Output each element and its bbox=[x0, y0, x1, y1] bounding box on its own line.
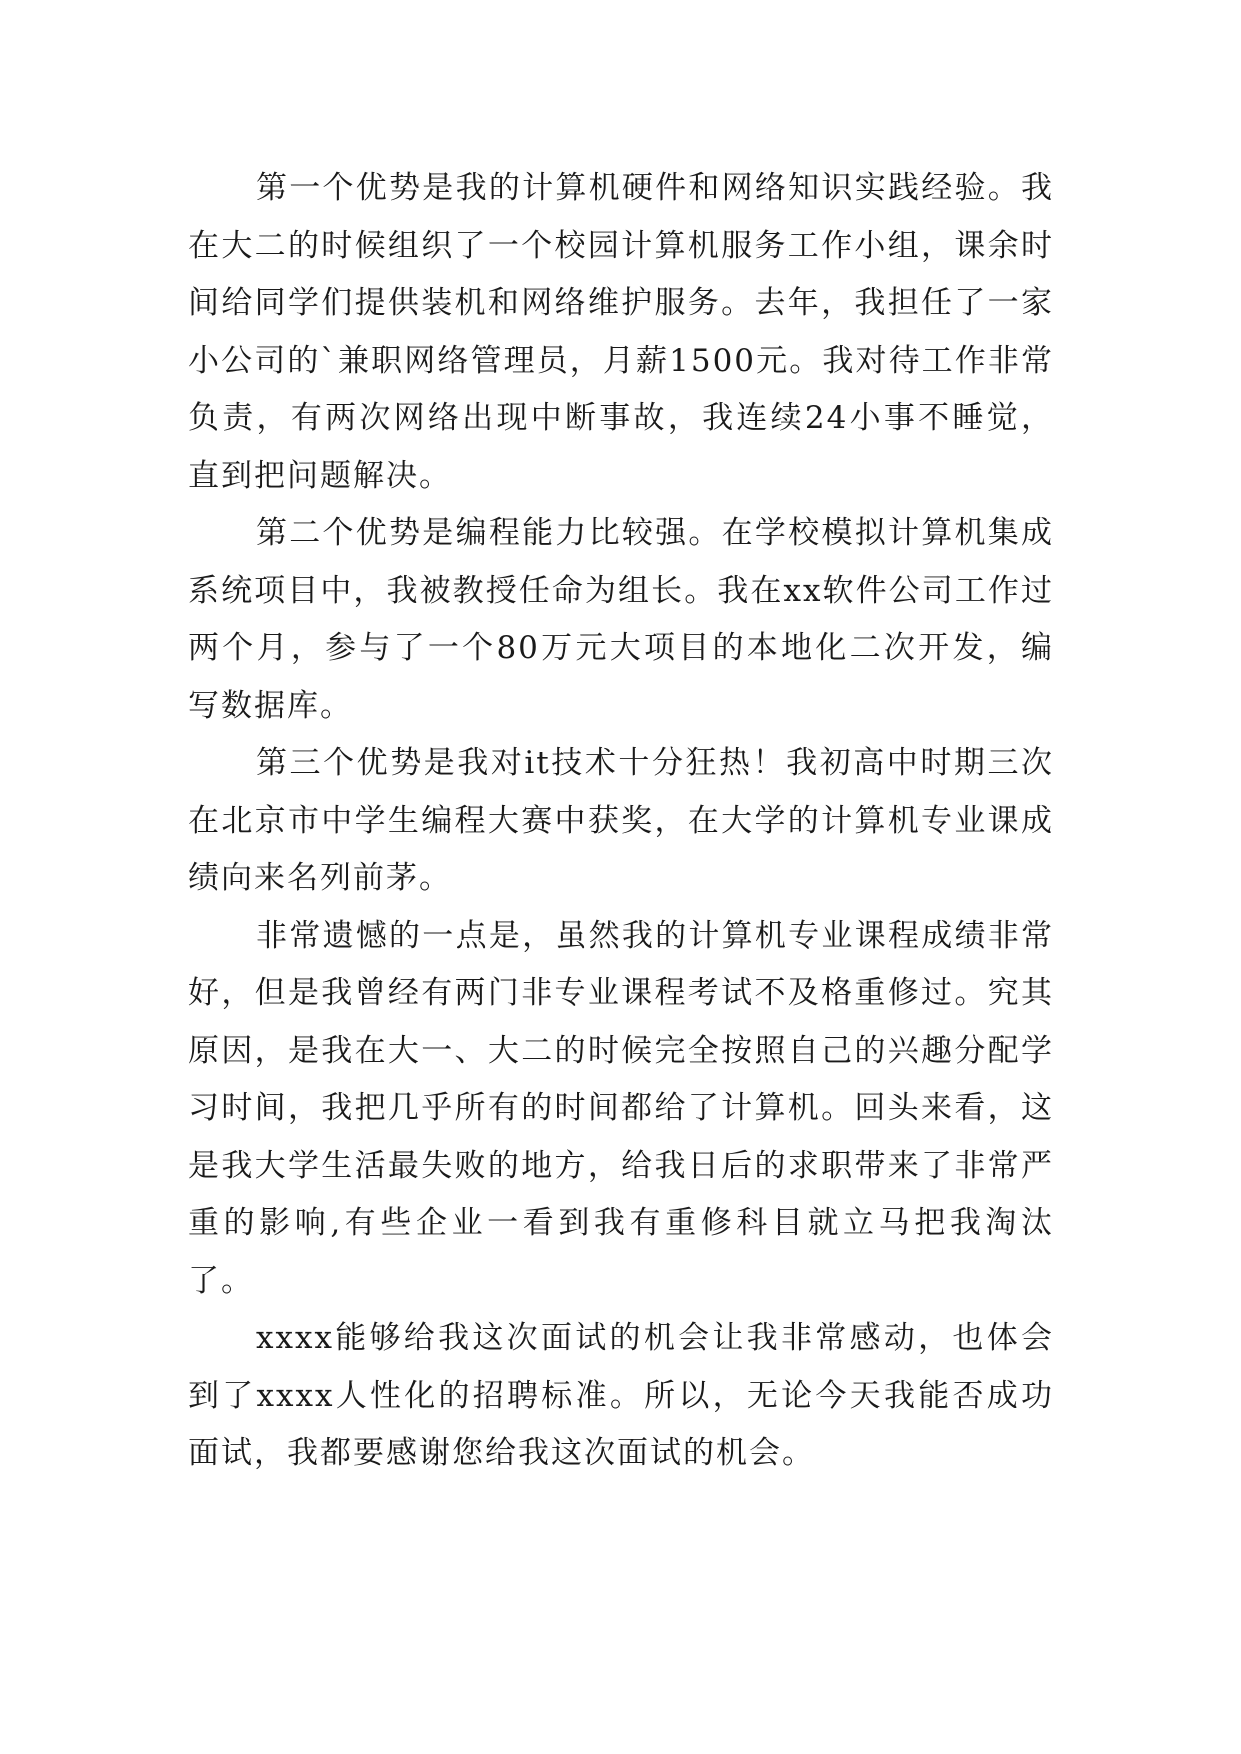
paragraph-5: xxxx能够给我这次面试的机会让我非常感动，也体会到了xxxx人性化的招聘标准。所以，无论今天我能否成功面试，我都要感谢您给我这次面试的机会。 bbox=[188, 1320, 1054, 1471]
document-body bbox=[188, 160, 1054, 1483]
paragraph-4: 非常遗憾的一点是，虽然我的计算机专业课程成绩非常好，但是我曾经有两门非专业课程考试不及格重修过。究其原因，是我在大一、大二的时候完全按照自己的兴趣分配学习时间，我把几乎所有的时间都给了计算机。回头来看，这是我大学生活最失败的地方，给我日后的求职带来了非常严重的影响,有些企业一看到我有重修科目就立马把我淘汰了。 bbox=[188, 917, 1054, 1299]
paragraph-1: 第一个优势是我的计算机硬件和网络知识实践经验。我在大二的时候组织了一个校园计算机服务工作小组，课余时间给同学们提供装机和网络维护服务。去年，我担任了一家小公司的`兼职网络管理员，月薪1500元。我对待工作非常负责，有两次网络出现中断事故，我连续24小事不睡觉，直到把问题解决。 bbox=[188, 170, 1054, 494]
paragraph-2: 第二个优势是编程能力比较强。在学校模拟计算机集成系统项目中，我被教授任命为组长。我在xx软件公司工作过两个月，参与了一个80万元大项目的本地化二次开发，编写数据库。 bbox=[188, 515, 1054, 724]
paragraph-3: 第三个优势是我对it技术十分狂热！我初高中时期三次在北京市中学生编程大赛中获奖，在大学的计算机专业课成绩向来名列前茅。 bbox=[188, 745, 1054, 896]
